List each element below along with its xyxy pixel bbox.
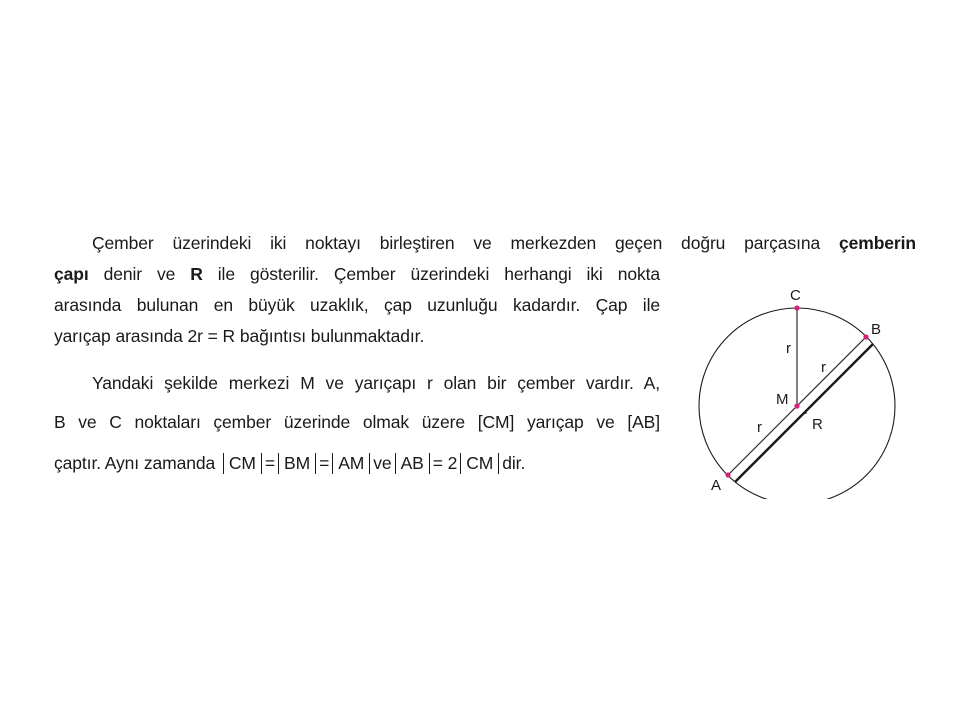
word-ve: ve	[373, 453, 392, 473]
abs-am: AM	[332, 453, 370, 474]
point-m	[794, 403, 799, 408]
label-c: C	[790, 287, 801, 304]
abs-cm-2: CM	[460, 453, 499, 474]
point-a	[725, 472, 730, 477]
label-a: A	[711, 477, 722, 494]
word-dir: dir.	[502, 453, 526, 473]
label-R: R	[812, 416, 823, 433]
diameter-ab-thick-line	[735, 344, 873, 482]
eq-1: =	[264, 453, 276, 473]
p2-line3-prefix: çaptır. Aynı zamanda	[54, 453, 216, 473]
abs-cm: CM	[223, 453, 262, 474]
p1-bold-cemberin: çemberin	[838, 233, 916, 253]
p1-line1-text: Çember üzerindeki iki noktayı birleştiren ve merkezden geçen doğru parçasına	[92, 233, 821, 253]
p1-bold-capi: çapı	[54, 264, 89, 284]
abs-bm: BM	[278, 453, 316, 474]
label-r-lower: r	[757, 419, 762, 436]
p1-line2-text1: denir ve	[88, 264, 191, 284]
point-c	[794, 305, 799, 310]
label-r-upper: r	[821, 359, 826, 376]
eq-2: =	[319, 453, 330, 473]
p1-line4-text: yarıçap arasında 2r = R bağıntısı bulunmaktadır.	[54, 326, 425, 346]
point-b	[863, 334, 868, 339]
p1-line2-text2: ile gösterilir. Çember üzerindeki herhangi iki nokta	[202, 264, 660, 284]
label-b: B	[871, 321, 882, 338]
abs-ab: AB	[395, 453, 430, 474]
p1-bold-R: R	[190, 264, 203, 284]
p1-line3-text: arasında bulunan en büyük uzaklık, çap uzunluğu kadardır. Çap ile	[54, 295, 660, 315]
p2-line2-text: B ve C noktaları çember üzerinde olmak üzere [CM] yarıçap ve [AB]	[54, 412, 660, 432]
label-r-vertical: r	[786, 340, 791, 357]
p2-line1-text: Yandaki şekilde merkezi M ve yarıçapı r olan bir çember vardır. A,	[92, 373, 660, 393]
label-m: M	[776, 391, 789, 408]
eq-3: = 2	[432, 453, 458, 473]
